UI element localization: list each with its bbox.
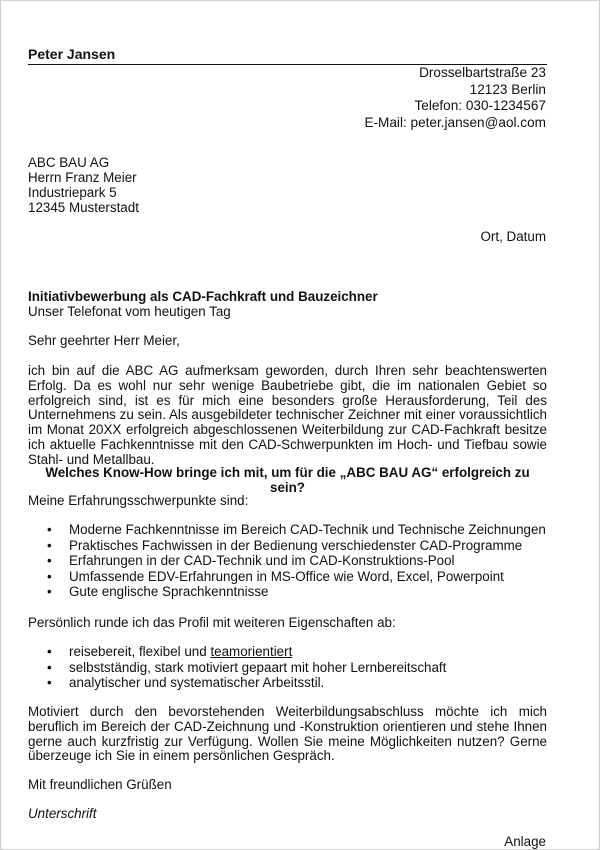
intro-paragraph: ich bin auf die ABC AG aufmerksam geworden, durch Ihren sehr beachtenswerten Erfolg. Da es wohl nur sehr wenige Baubetriebe gibt, die im nationalen Gebiet so erfolgreich sind, ist es für mich eine besonders große Herausforderung, Teil des Unternehmens zu sein. Als ausgebildeter technischer Zeichner mit einer voraussichtlich im Monat 20XX erfolgreich abgeschlossenen Weiterbildung zur CAD-Fachkraft besitze ich aktuelle Fachkenntnisse mit den CAD-Schwerpunkten im Hoch- und Tiefbau sowie Stahl- und Metallbau. [28,363,547,467]
recipient-street: Industriepark 5 [28,185,117,200]
list-item: • reisebereit, flexibel und teamorientiert [47,644,293,659]
motivation-paragraph: Motiviert durch den bevorstehenden Weiterbildungsabschluss möchte ich mich beruflich im Bereich der CAD-Zeichnung und -Konstruktion orientieren und stehe Ihnen gerne auch kurzfristig zur Verfügung. Wollen Sie meine Möglichkeiten nutzen? Gerne überzeuge ich Sie in einem persönlichen Gespräch. [28,704,547,764]
subject-block [28,289,378,319]
sender-street: Drosselbartstraße 23 [419,65,546,80]
sender-name: Peter Jansen [28,46,116,62]
bullet-icon: • [47,659,52,675]
question-heading: Welches Know-How bringe ich mit, um für die „ABC BAU AG“ erfolgreich zu sein? [45,465,530,495]
list-item: • Moderne Fachkenntnisse im Bereich CAD-Technik und Technische Zeichnungen [47,522,546,537]
bullet-icon: • [47,553,52,569]
bullet-icon: • [47,675,52,691]
underlined-word: teamorientiert [210,644,293,659]
list-item: • Erfahrungen in der CAD-Technik und im CAD-Konstruktions-Pool [47,553,455,569]
recipient-city: 12345 Musterstadt [28,200,139,215]
list-item: • Gute englische Sprachkenntnisse [47,584,269,600]
bullet-icon: • [47,537,52,553]
place-date: Ort, Datum [480,229,546,244]
subject-reference: Unser Telefonat vom heutigen Tag [28,304,231,319]
bullet-icon: • [47,568,52,584]
list-item: • analytischer und systematischer Arbeitsstil. [47,675,325,691]
list-item: • selbstständig, stark motiviert gepaart mit hoher Lernbereitschaft [47,659,447,675]
sender-email: E-Mail: peter.jansen@aol.com [364,114,546,130]
bullet-icon: • [47,522,52,537]
sender-city: 12123 Berlin [469,81,546,97]
profile-list [47,644,446,691]
closing-formula: Mit freundlichen Grüßen [28,777,172,792]
sender-phone: Telefon: 030-1234567 [414,98,546,113]
list-item: • Umfassende EDV-Erfahrungen in MS-Office wie Word, Excel, Powerpoint [47,568,504,584]
signature-placeholder: Unterschrift [28,806,97,821]
recipient-company: ABC BAU AG [28,155,110,170]
experience-list [47,522,546,600]
bullet-icon: • [47,644,52,659]
attachment-note: Anlage [504,834,546,849]
sender-address-block [364,65,546,131]
bullet-icon: • [47,584,52,600]
experience-intro: Meine Erfahrungsschwerpunkte sind: [28,493,249,508]
recipient-person: Herrn Franz Meier [28,170,137,185]
recipient-address-block [28,155,139,215]
profile-intro: Persönlich runde ich das Profil mit weiteren Eigenschaften ab: [28,615,396,630]
subject-title: Initiativbewerbung als CAD-Fachkraft und Bauzeichner [28,289,378,304]
list-item: • Praktisches Fachwissen in der Bedienung verschiedenster CAD-Programme [47,537,523,553]
salutation: Sehr geehrter Herr Meier, [28,333,180,348]
